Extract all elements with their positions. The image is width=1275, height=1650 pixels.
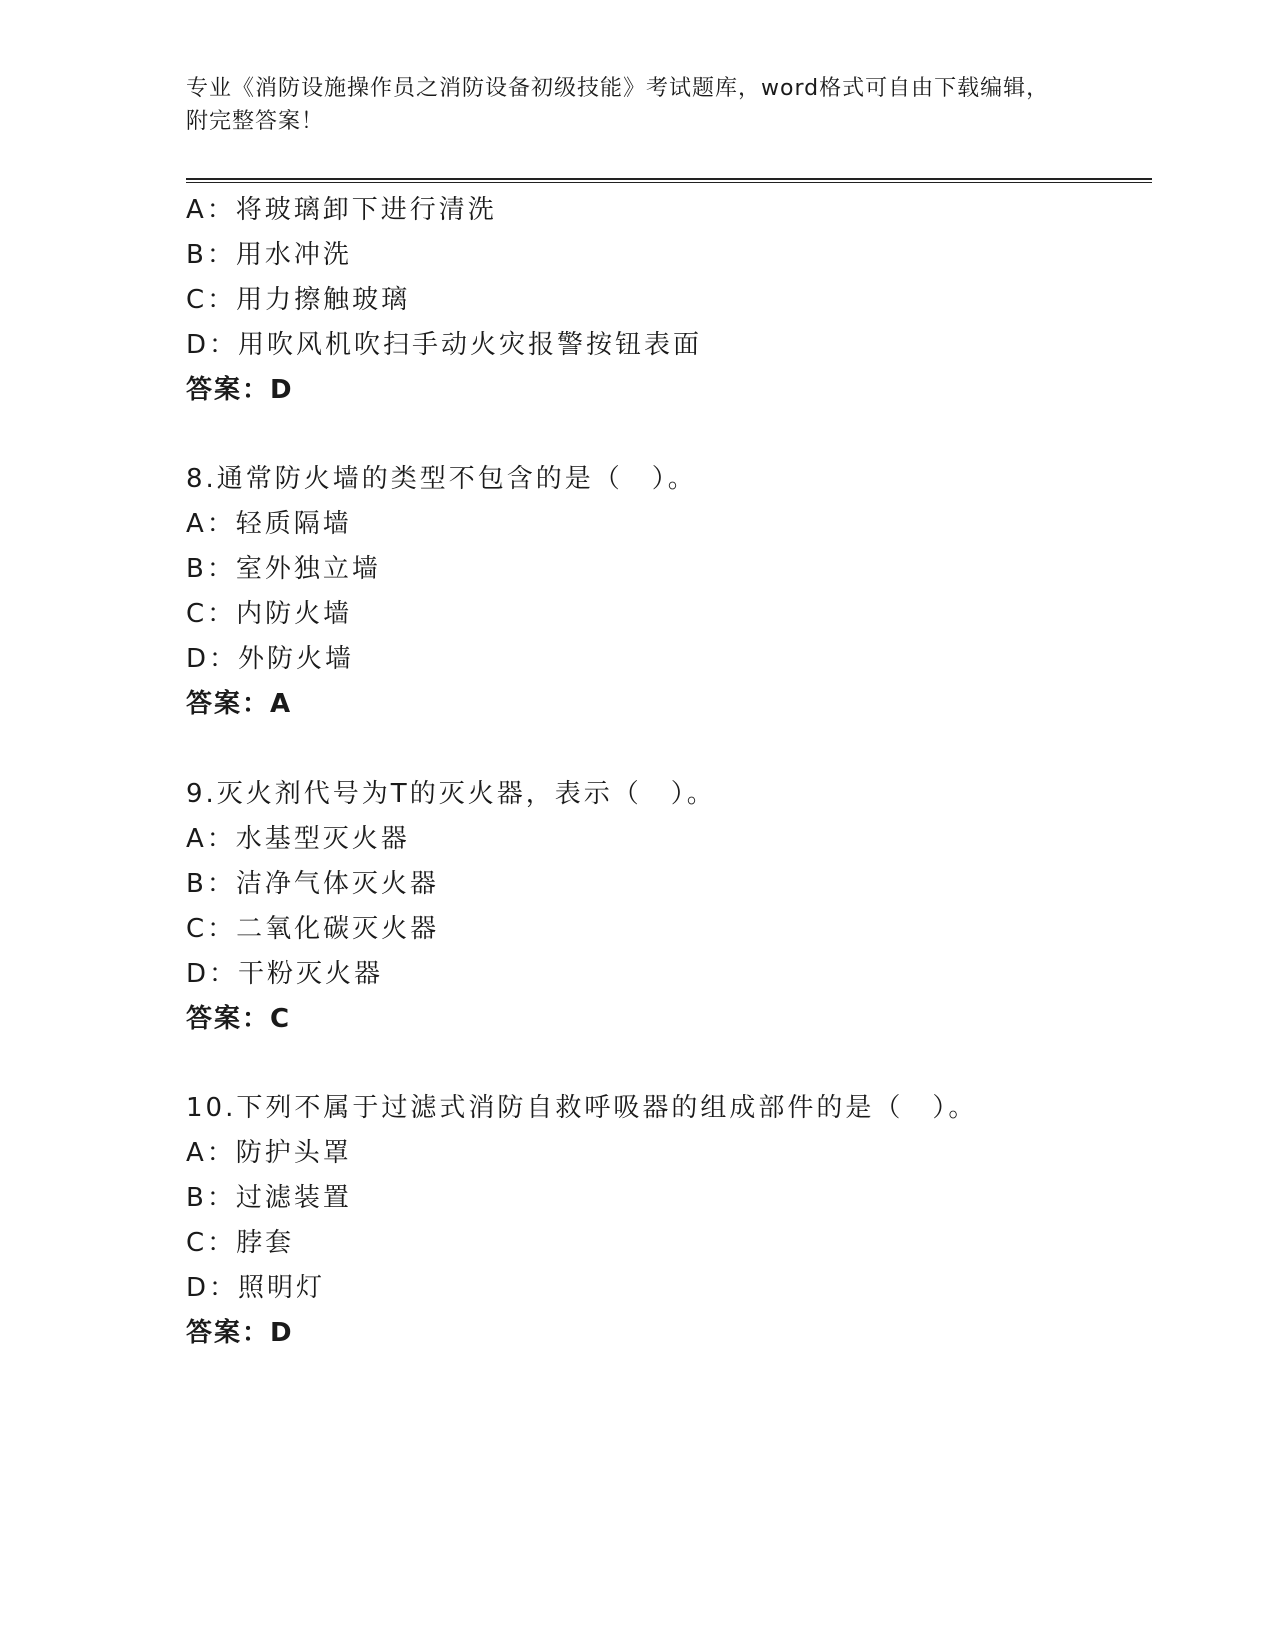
q10-option-c: C：脖套 [186, 1228, 295, 1258]
q10-option-a: A：防护头罩 [186, 1138, 352, 1168]
q8-option-d: D：外防火墙 [186, 644, 355, 674]
q10-option-b: B：过滤装置 [186, 1183, 352, 1213]
q10-answer: 答案：D [186, 1318, 294, 1348]
q9-option-b: B：洁净气体灭火器 [186, 869, 439, 899]
q7-answer: 答案：D [186, 375, 294, 405]
q10-stem: 10.下列不属于过滤式消防自救呼吸器的组成部件的是（ ）。 [186, 1093, 978, 1123]
document-header: 专业《消防设施操作员之消防设备初级技能》考试题库，word格式可自由下载编辑，附完整答案！ [186, 76, 1050, 134]
q8-option-c: C：内防火墙 [186, 599, 353, 629]
q8-option-b: B：室外独立墙 [186, 554, 381, 584]
q9-option-c: C：二氧化碳灭火器 [186, 914, 440, 944]
q8-option-a: A：轻质隔墙 [186, 509, 352, 539]
q7-option-c: C：用力擦触玻璃 [186, 285, 411, 315]
q10-option-d: D：照明灯 [186, 1273, 326, 1303]
q9-answer: 答案：C [186, 1004, 292, 1034]
q9-stem: 9.灭火剂代号为T的灭火器，表示（ ）。 [186, 779, 716, 809]
q9-option-d: D：干粉灭火器 [186, 959, 384, 989]
header-divider [186, 178, 1152, 183]
q7-option-d: D：用吹风机吹扫手动火灾报警按钮表面 [186, 330, 703, 360]
q7-option-a: A：将玻璃卸下进行清洗 [186, 195, 497, 225]
q7-option-b: B：用水冲洗 [186, 240, 352, 270]
q8-stem: 8.通常防火墙的类型不包含的是（ ）。 [186, 464, 697, 494]
q9-option-a: A：水基型灭火器 [186, 824, 410, 854]
q8-answer: 答案：A [186, 689, 293, 719]
